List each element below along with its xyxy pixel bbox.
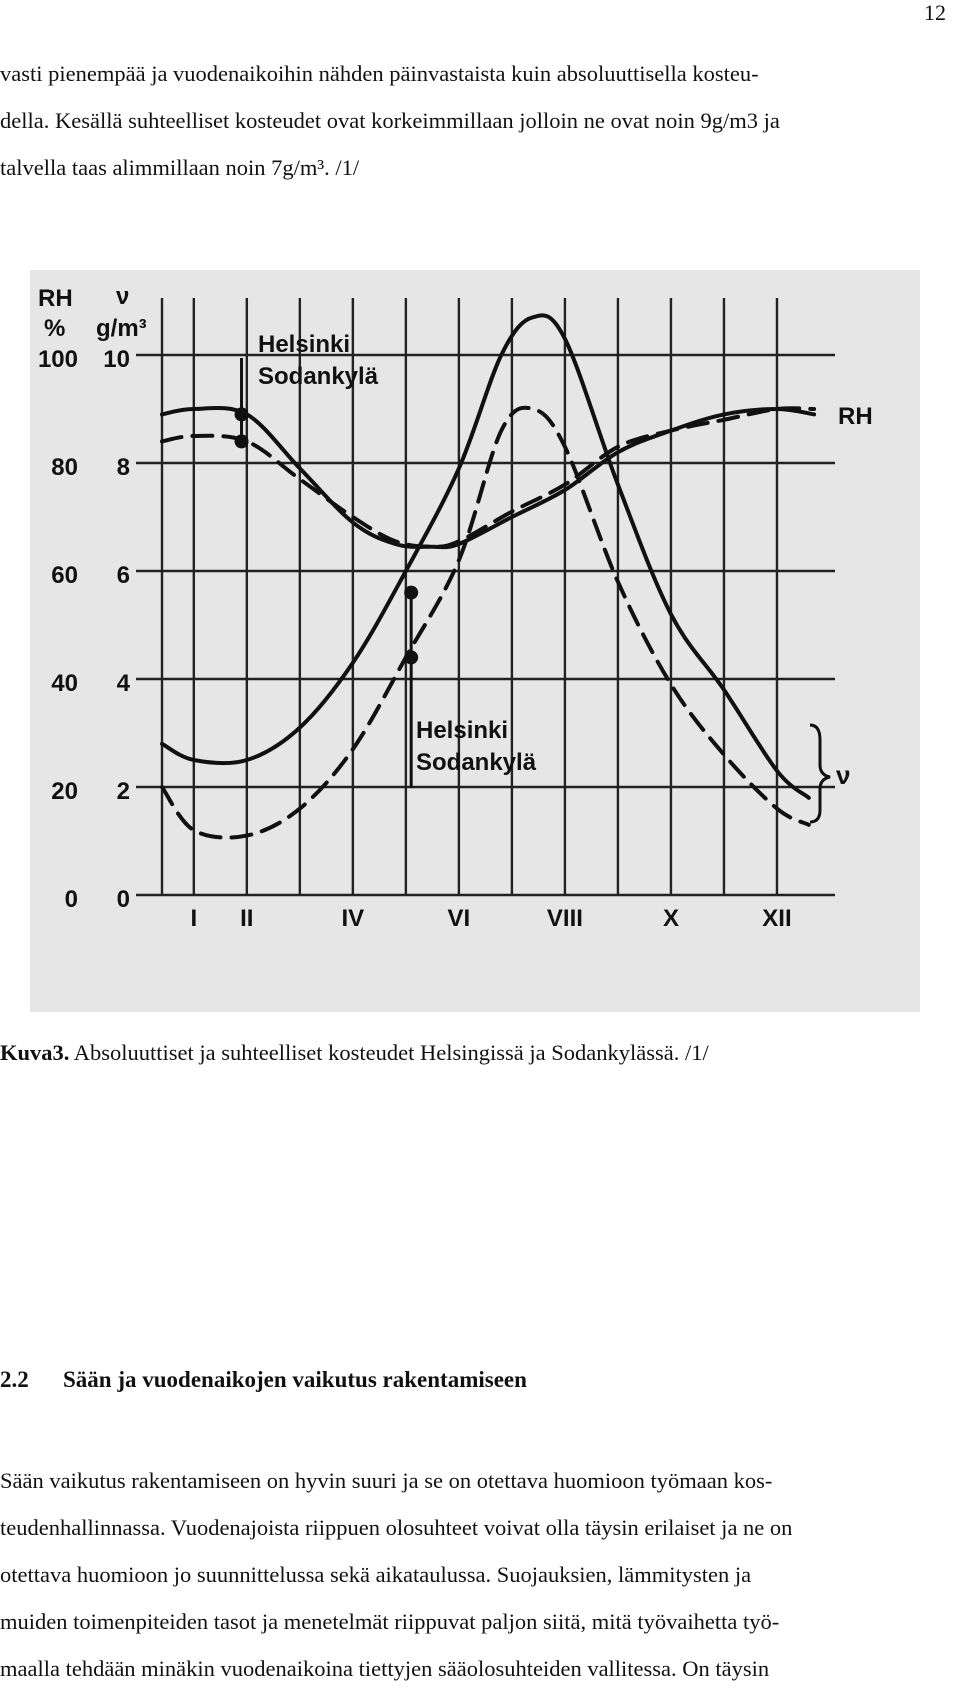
intro-paragraph: [0, 50, 940, 191]
y-tick-label-rh: 100: [37, 346, 78, 373]
caption-label: Kuva3.: [0, 1040, 70, 1065]
x-tick-label: II: [240, 905, 254, 932]
x-tick-label: VI: [447, 905, 471, 932]
rh-series-label: RH: [838, 403, 873, 430]
caption-text: Absoluuttiset ja suhteelliset kosteudet Helsingissä ja Sodankylässä. /1/: [69, 1040, 709, 1065]
intro-line: talvella taas alimmillaan noin 7g/m³. /1/: [0, 155, 360, 180]
body-line: maalla tehdään minäkin vuodenaikoina tiettyjen sääolosuhteiden vallitessa. On täysin: [0, 1656, 770, 1681]
body-line: Sään vaikutus rakentamiseen on hyvin suuri ja se on otettava huomioon työmaan kos-: [0, 1468, 773, 1493]
body-line: otettava huomioon jo suunnittelussa sekä aikataulussa. Suojauksien, lämmitysten ja: [0, 1562, 752, 1587]
legend-label-sodankyla-upper: Sodankylä: [258, 363, 379, 390]
x-tick-label: VIII: [546, 905, 583, 932]
axis-unit-v: g/m³: [96, 315, 147, 342]
v-series-label: ν: [836, 760, 851, 790]
axis-label-rh: RH: [38, 285, 73, 312]
section-heading: [0, 1367, 527, 1393]
body-line: teudenhallinnassa. Vuodenajoista riippuen olosuhteet voivat olla täysin erilaiset ja ne on: [0, 1515, 793, 1540]
y-tick-label-v: 6: [116, 562, 130, 589]
body-line: muiden toimenpiteiden tasot ja menetelmät riippuvat paljon siitä, mitä työvaihetta työ-: [0, 1609, 780, 1634]
y-tick-label-rh: 0: [64, 886, 78, 913]
chart-background: [30, 270, 920, 1012]
x-tick-label: IV: [341, 905, 365, 932]
axis-unit-rh: %: [44, 315, 66, 342]
y-tick-label-rh: 20: [51, 778, 78, 805]
intro-line: vasti pienempää ja vuodenaikoihin nähden päinvastaista kuin absoluuttisella kosteu-: [0, 61, 759, 86]
axis-label-v: ν: [116, 283, 130, 310]
y-tick-label-rh: 40: [51, 670, 78, 697]
y-tick-label-v: 8: [116, 454, 130, 481]
x-tick-label: X: [662, 905, 679, 932]
figure-caption: [0, 1040, 709, 1066]
y-tick-label-rh: 60: [51, 562, 78, 589]
y-tick-label-v: 2: [116, 778, 130, 805]
section-title: Sään ja vuodenaikojen vaikutus rakentamiseen: [63, 1367, 527, 1392]
humidity-chart: [30, 270, 920, 1012]
y-tick-label-v: 4: [116, 670, 130, 697]
intro-line: della. Kesällä suhteelliset kosteudet ovat korkeimmillaan jolloin ne ovat noin 9g/m3 ja: [0, 108, 780, 133]
x-tick-label: I: [190, 905, 198, 932]
x-tick-label: XII: [762, 905, 792, 932]
y-tick-label-v: 0: [116, 886, 130, 913]
legend-label-helsinki-upper: Helsinki: [258, 331, 351, 358]
page-number: 12: [924, 0, 946, 25]
y-tick-label-rh: 80: [51, 454, 78, 481]
legend-label-helsinki-lower: Helsinki: [416, 717, 509, 744]
y-tick-label-v: 10: [103, 346, 130, 373]
legend-label-sodankyla-lower: Sodankylä: [416, 749, 537, 776]
body-paragraph: [0, 1457, 940, 1692]
section-number: 2.2: [0, 1367, 29, 1392]
